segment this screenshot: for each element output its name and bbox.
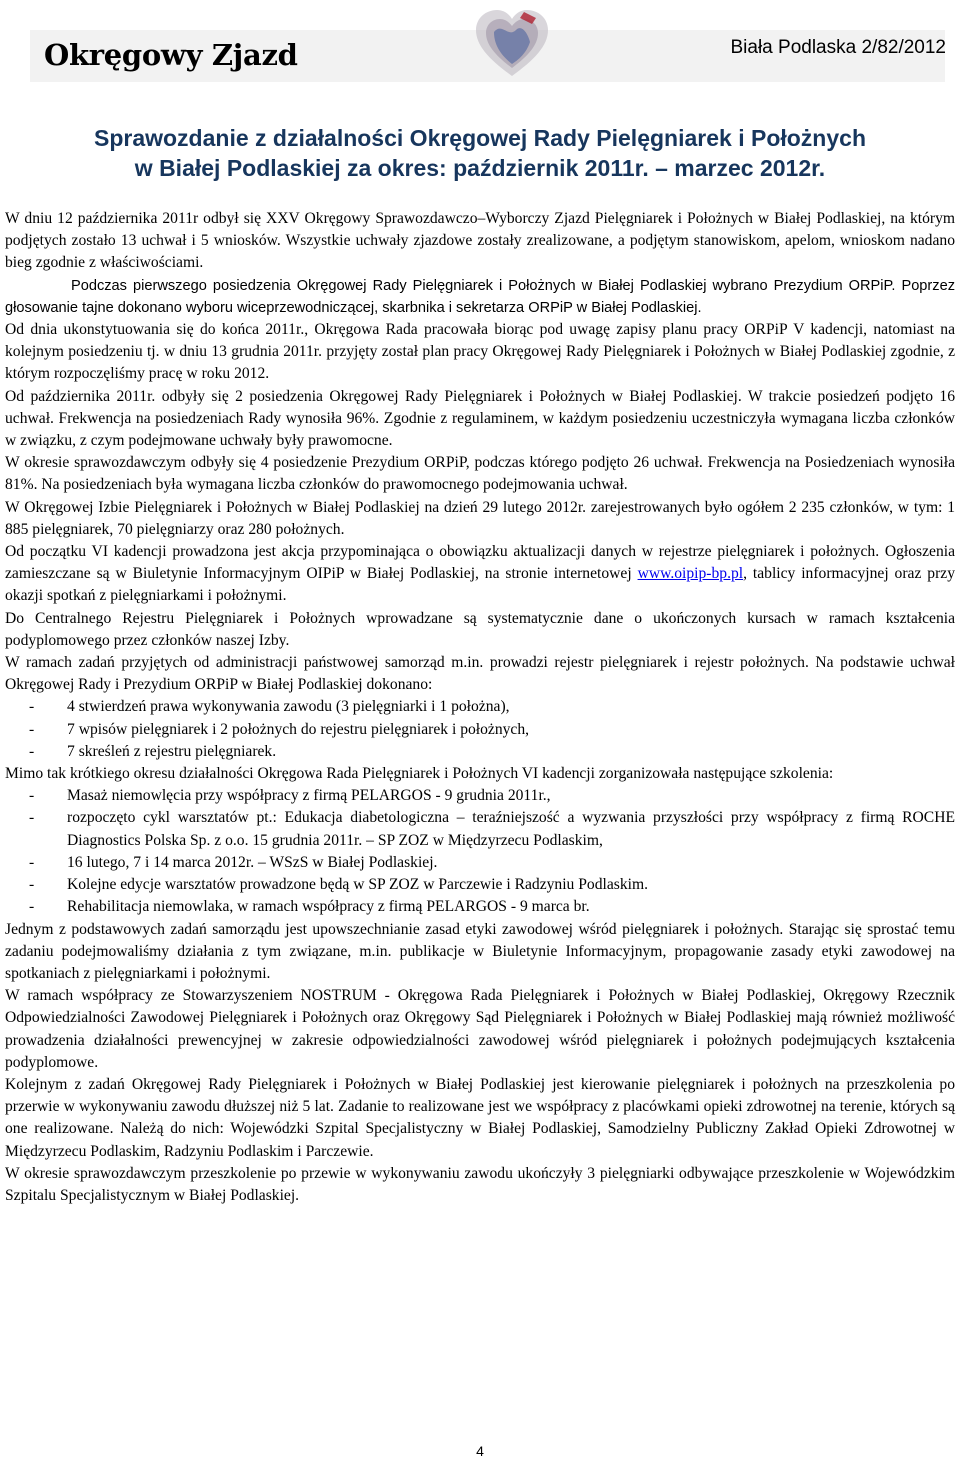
paragraph-text: Od początku VI kadencji prowadzona jest akcja przypominająca o obowiązku aktualizacji danych w rejestrze pielęgniarek i położnych. Ogłoszenia zamieszczane są w Biuletynie Informacyjnym OIPiP w Białej Podlaskiej, na stronie internetowej [5,543,955,583]
list-item: - 4 stwierdzeń prawa wykonywania zawodu (3 pielęgniarki i 1 położna), [29,698,510,716]
list-item: - 7 skreśleń z rejestru pielęgniarek. [29,742,277,760]
trainings-list [5,785,955,918]
list-item: - 16 lutego, 7 i 14 marca 2012r. – WSzS w Białej Podlaskiej. [29,853,438,871]
list-item: - rozpoczęto cykl warsztatów pt.: Edukacja diabetologiczna – teraźniejszość a wyzwania przyszłości przy współpracy z firmą ROCHE Diagnostics Polska Sp. z o.o. 15 grudnia 2011r. – SP ZOZ w Międzyrzecu Podlaskim, [29,809,955,849]
paragraph: W okresie sprawozdawczym przeszkolenie po przewie w wykonywaniu zawodu ukończyły 3 pielęgniarki odbywające przeszkolenie w Wojewódzkim Szpitalu Specjalistycznym w Białej Podlaskiej. [5,1164,955,1204]
paragraph: Mimo tak krótkiego okresu działalności Okręgowa Rada Pielęgniarek i Położnych VI kadencji zorganizowała następujące szkolenia: [5,765,834,783]
paragraph: Od października 2011r. odbyły się 2 posiedzenia Okręgowej Rady Pielęgniarek i Położnych w Białej Podlaskiej. W trakcie posiedzeń podjęto 16 uchwał. Frekwencja na posiedzeniach Rady wynosiła 96%. Zgodnie z regulaminem, w każdym posiedzeniu uczestniczyła wymagana liczba członków w związku, z czym podejmowane uchwały były prawomocne. [5,387,955,450]
list-item: - 7 wpisów pielęgniarek i 2 położnych do rejestru pielęgniarek i położnych, [29,720,530,738]
registry-actions-list [5,696,955,763]
website-link[interactable]: www.oipip-bp.pl [637,565,744,583]
paragraph: Do Centralnego Rejestru Pielęgniarek i Położnych wprowadzane są systematycznie dane o ukończonych kursach w ramach kształcenia podyplomowego przez członków naszej Izby. [5,609,955,649]
paragraph: Kolejnym z zadań Okręgowej Rady Pielęgniarek i Położnych w Białej Podlaskiej jest kierowanie pielęgniarek i położnych na przeszkolenia po przerwie w wykonywaniu zawodu dłuższej niż 5 lat. Zadanie to realizowane jest we współpracy z placówkami opieki zdrowotnej na terenie, których są one realizowane. Należą do nich: Wojewódzki Szpital Specjalistyczny w Białej Podlaskiej, Samodzielny Publiczny Zakład Opieki Zdrowotnej w Międzyrzecu Podlaskim, Radzyniu Podlaskim i Parczewie. [5,1075,955,1160]
list-item: - Masaż niemowlęcia przy współpracy z firmą PELARGOS - 9 grudnia 2011r., [29,787,551,805]
paragraph: Jednym z podstawowych zadań samorządu jest upowszechnianie zasad etyki zawodowej wśród pielęgniarek i położnych. Starając się sprostać temu zadaniu podejmowaliśmy działania z tym związane, m.in. publikacje w Biuletynie Informacyjnym, propagowanie zasady etyki zawodowej na spotkaniach z pielęgniarkami i położnymi. [5,920,955,982]
paragraph-text: , tablicy informacyjnej oraz przy okazji spotkań z pielęgniarkami i położnymi. [5,565,955,605]
title-line-2: w Białej Podlaskiej za okres: październik 2011r. – marzec 2012r. [134,155,826,181]
paragraph [5,541,955,608]
paragraph: Od dnia ukonstytuowania się do końca 2011r., Okręgowa Rada pracowała biorąc pod uwagę zapisy planu pracy ORPiP V kadencji, natomiast na kolejnym posiedzeniu tj. w dniu 13 grudnia 2011r. przyjęty został plan pracy Okręgowej Rady Pielęgniarek i Położnych w Białej Podlaskiej zgodnie, z którym rozpoczęliśmy pracę w roku 2012. [5,321,955,383]
page-number: 4 [476,1443,484,1459]
paragraph: W Okręgowej Izbie Pielęgniarek i Położnych w Białej Podlaskiej na dzień 29 lutego 2012r. zarejestrowanych było ogółem 2 235 członków, w tym: 1 885 pielęgniarek, 70 pielęgniarzy oraz 280 położnych. [5,498,955,538]
title-line-1: Sprawozdanie z działalności Okręgowej Rady Pielęgniarek i Położnych [93,125,866,151]
issue-label: Biała Podlaska 2/82/2012 [730,37,946,58]
paragraph: W dniu 12 października 2011r odbył się XXV Okręgowy Sprawozdawczo–Wyborczy Zjazd Pielęgniarek i Położnych w Białej Podlaskiej, na którym podjętych zostało 13 uchwał i 5 wniosków. Wszystkie uchwały zjazdowe zostały zrealizowane, a podjętym stanowiskom, apelom, wnioskom nadano bieg zgodnie z właściwościami. [5,210,955,272]
header-title: Okręgowy Zjazd [44,38,298,72]
paragraph: Podczas pierwszego posiedzenia Okręgowej Rady Pielęgniarek i Położnych w Białej Podlaskiej wybrano Prezydium ORPiP. Poprzez głosowanie tajne dokonano wyboru wiceprzewodniczącej, skarbnika i sekretarza ORPiP w Białej Podlaskiej. [5,277,955,316]
document-title [40,123,920,183]
list-item: - Kolejne edycje warsztatów prowadzone będą w SP ZOZ w Parczewie i Radzyniu Podlaskim. [29,876,648,894]
paragraph: W ramach współpracy ze Stowarzyszeniem NOSTRUM - Okręgowa Rada Pielęgniarek i Położnych w Białej Podlaskiej, Okręgowy Rzecznik Odpowiedzialności Zawodowej Pielęgniarek i Położnych oraz Okręgowy Sąd Pielęgniarek i Położnych w Białej Podlaskiej mają również możliwość prowadzenia działalności prewencyjnej w zakresie odpowiedzialności zawodowej wśród pielęgniarek i położnych podejmujących kształcenia podyplomowe. [5,987,955,1071]
report-body [5,208,955,1207]
paragraph: W ramach zadań przyjętych od administracji państwowej samorząd m.in. prowadzi rejestr pielęgniarek i rejestr położnych. Na podstawie uchwał Okręgowej Rady i Prezydium ORPiP w Białej Podlaskiej dokonano: [5,654,955,694]
paragraph: W okresie sprawozdawczym odbyły się 4 posiedzenie Prezydium ORPiP, podczas którego podjęto 26 uchwał. Frekwencja na Posiedzeniach wynosiła 81%. Na posiedzeniach była wymagana liczba członków do prawomocnego podejmowania uchwał. [5,454,955,494]
list-item: - Rehabilitacja niemowlaka, w ramach współpracy z firmą PELARGOS - 9 marca br. [29,898,590,916]
heart-logo-icon [472,8,552,80]
